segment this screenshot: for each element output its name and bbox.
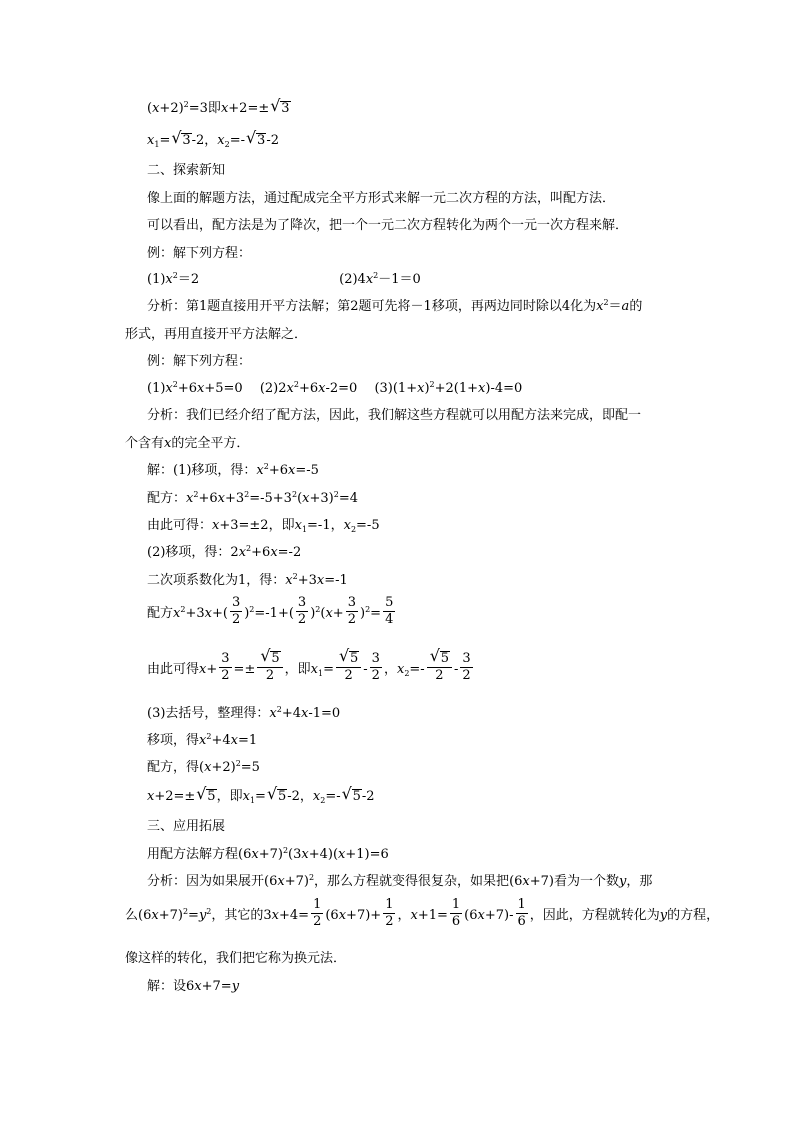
section-heading: 三、应用拓展 [147, 819, 226, 834]
paragraph: 像这样的转化，我们把它称为换元法． [125, 951, 347, 966]
analysis-text: 分析：第1题直接用开平方法解；第2题可先将－1移项，再两边同时除以4化为 [147, 299, 597, 314]
example-label: 例：解下列方程： [147, 354, 252, 369]
text-span: 看为一个数 [554, 874, 620, 889]
paragraph: 分析：第1题直接用开平方法解；第2题可先将－1移项，再两边同时除以4化为$x^2=a$的 [147, 298, 643, 314]
equation-line: 由此可得：x+3=±2，即$x_1=-1$，$x_2=-5$ [147, 518, 380, 534]
equation-line: 么$(6x+7)^2=y^2$，其它的3x+4= $\frac{1}{2}$ (6x+7)+ $\frac{1}{2}$ ，x+1= $\frac{1}{6}$ (6x+7)- $\frac{1}{6}$ ，因此，方程就转化为y的方程， [125, 897, 720, 929]
example-label: 例：解下列方程： [147, 246, 252, 261]
equation-line: $(x+2)^2=3$即x+2=±√ 3 [147, 99, 291, 119]
equation-line: $x_1=√$ 3-2，$x_2=-√$ 3-2 [147, 131, 279, 151]
equation-line: $(1)x^2+6x+5=0$ $(2)2x^2+6x-2=0$ $(3)(1+x)^2+2(1+x)-4=0$ [147, 380, 523, 396]
paragraph: 像上面的解题方法，通过配成完全平方形式来解一元二次方程的方法，叫配方法． [147, 191, 616, 206]
paragraph: 个含有x的完全平方． [125, 436, 250, 451]
equation-line: x+2=±√ 5，即$x_1=√$ 5-2，$x_2=-√$ 5-2 [147, 787, 375, 807]
equation-line: 由此可得x+ $\frac{3}{2}$ =± √ $\frac{5}{2}$ ，即$x_1=$ √ $\frac{5}{2}$ - $\frac{3}{2}$ ，$x_2=-$ √ $\frac{5}{2}$ - $\frac{3}{2}$ [147, 653, 475, 687]
section-heading: 二、探索新知 [147, 163, 226, 178]
text-span: 由此可得： [147, 518, 213, 533]
equation-line: 移项，得$x^2+4x=1$ [147, 732, 258, 748]
paragraph: 分析：因为如果展开$(6x+7)^2$，那么方程就变得很复杂，如果把(6x+7)看为一个数y，那 [147, 873, 653, 889]
text-span: 分析：因为如果展开 [147, 874, 265, 889]
text-span: 移项，得 [147, 733, 200, 748]
text-span: 的完全平方． [171, 436, 250, 451]
text-span: 解：设 [147, 979, 187, 994]
paragraph: 可以看出，配方法是为了降次，把一个一元二次方程转化为两个一元一次方程来解． [147, 218, 629, 233]
text-span: 配方： [147, 491, 187, 506]
equation-line: 二次项系数化为1，得：$x^2+3x=-1$ [147, 572, 348, 588]
text-span: 个含有 [125, 436, 165, 451]
equation-line: (3)去括号，整理得：$x^2+4x-1=0$ [147, 705, 341, 721]
equation-line: 解：设6x+7=y [147, 979, 240, 994]
text-span: 由此可得 [147, 662, 200, 677]
equation-line: 解：(1)移项，得：$x^2+6x=-5$ [147, 462, 319, 478]
paragraph: 分析：我们已经介绍了配方法，因此，我们解这些方程就可以用配方法来完成，即配一 [147, 408, 642, 423]
equation-line: 配方，得$(x+2)^2=5$ [147, 759, 260, 775]
text-span: (2)移项，得： [147, 545, 231, 560]
paragraph: 形式，再用直接开平方法解之． [125, 327, 308, 342]
text-span: 配方 [147, 606, 174, 621]
text-span: 用配方法解方程 [147, 847, 239, 862]
text-span: ，那么方程就变得很复杂，如果把 [314, 874, 510, 889]
equation-line: 配方：$x^2+6x+3^2=-5+3^2(x+3)^2=4$ [147, 490, 358, 506]
text-span: 二次项系数化为1，得： [147, 573, 286, 588]
equation-line: 配方$x^2+3x+$( $\frac{3}{2}$ )$^2$=-1+( $\frac{3}{2}$ )$^2$(x+ $\frac{3}{2}$ )$^2$= $\frac{5}{4}$ [147, 595, 394, 627]
text-span: ，那 [626, 874, 653, 889]
text-span: (3)去括号，整理得： [147, 706, 270, 721]
equation-line: (2)移项，得：$2x^2+6x=-2$ [147, 544, 302, 560]
text-span: 配方，得 [147, 760, 200, 775]
text-span: 解：(1)移项，得： [147, 463, 257, 478]
equation-line: 用配方法解方程$(6x+7)^2(3x+4)(x+1)=6$ [147, 846, 389, 862]
equation-line: $(1)x^2=2$ $(2)4x^2-1=0$ [147, 271, 421, 287]
